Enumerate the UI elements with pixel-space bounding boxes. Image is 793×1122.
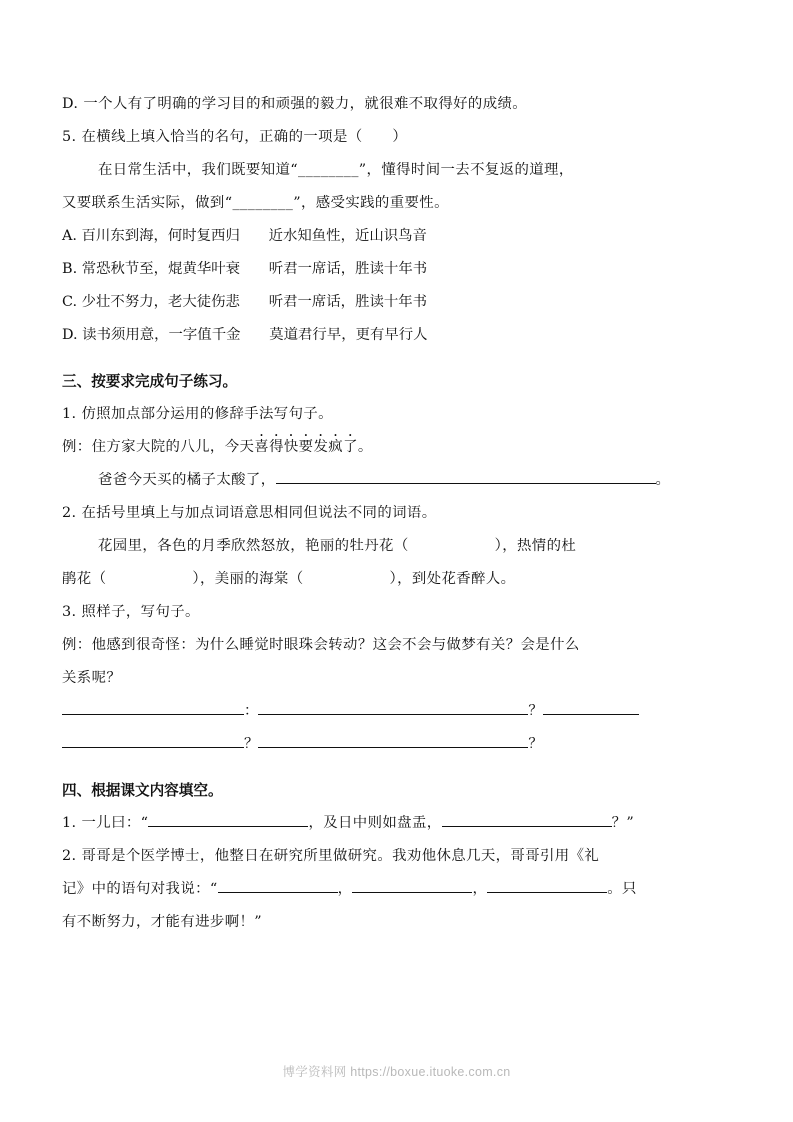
question-5-option-d[interactable]: D. 读书须用意，一字值千金 莫道君行早，更有早行人 [62,327,428,343]
section-3-question-1: 1. 仿照加点部分运用的修辞手法写句子。 [62,406,333,422]
question-5-option-a[interactable]: A. 百川东到海，何时复西归 近水知鱼性，近山识鸟音 [62,228,427,244]
previous-option-d: D. 一个人有了明确的学习目的和顽强的毅力，就很难不取得好的成绩。 [62,96,528,112]
q2-line1-part-b: ），热情的杜 [494,538,577,554]
s4q1-blank-1[interactable] [148,811,308,827]
watermark: 博学资料网 https://boxue.ituoke.com.cn [282,1065,511,1079]
answer-prefix: 爸爸今天买的橘子太酸了， [98,472,276,488]
q2-line2-part-b: ），美丽的海棠（ [192,571,304,587]
q2-line2-part-c: ），到处花香醉人。 [389,571,516,587]
s4q2-part-c: ， [472,881,488,897]
q3-blank-3[interactable] [543,699,639,715]
section-3-question-2-text-line-2 [62,563,731,596]
section-3-question-2-text-line-1 [62,530,731,563]
answer-blank[interactable] [276,468,656,484]
section-4-question-1 [62,807,731,840]
section-3-question-3-answer-line-1: ： ？ [62,695,731,728]
section-4-question-2-line-3: 有不断努力，才能有进步啊！” [62,914,263,930]
s4q2-blank-1[interactable] [218,877,338,893]
section-3-question-3-answer-line-2: ？ ？ [62,728,731,761]
question-5-option-b[interactable]: B. 常恐秋节至，焜黄华叶衰 听君一席话，胜读十年书 [62,261,428,277]
section-3-question-1-answer [62,464,731,497]
q3-blank-1[interactable] [62,699,244,715]
section-3-question-3: 3. 照样子，写句子。 [62,604,200,620]
s4q2-part-d: 。只 [607,881,637,897]
q3-blank-2[interactable] [258,699,528,715]
question-5-option-c[interactable]: C. 少壮不努力，老大徒伤悲 听君一席话，胜读十年书 [62,294,428,310]
s4q1-blank-2[interactable] [442,811,612,827]
example-dotted-phrase: 喜得快要发疯了 [254,439,358,455]
s4q2-part-b: ， [337,881,353,897]
s4q1-part-a: 1. 一儿曰：“ [62,815,149,831]
section-3-heading: 三、按要求完成句子练习。 [62,373,238,390]
question-5-passage-line-2: 又要联系生活实际，做到“________”，感受实践的重要性。 [62,195,449,211]
q2-line1-part-a: 花园里，各色的月季欣然怒放，艳丽的牡丹花（ [98,538,409,554]
q3-blank-5[interactable] [258,732,528,748]
s4q1-part-c: ？” [611,815,635,831]
section-3-question-3-example-line-1: 例：他感到很奇怪：为什么睡觉时眼珠会转动？这会不会与做梦有关？会是什么 [62,637,580,653]
s4q2-part-a: 记》中的语句对我说：“ [62,881,218,897]
section-4-question-2-line-1: 2. 哥哥是个医学博士，他整日在研究所里做研究。我劝他休息几天，哥哥引用《礼 [62,848,600,864]
section-4-heading: 四、根据课文内容填空。 [62,782,223,799]
s4q1-part-b: ，及日中则如盘盂， [308,815,442,831]
question-5-passage-line-1: 在日常生活中，我们既要知道“________”，懂得时间一去不复返的道理， [98,162,574,178]
question-5-stem: 5. 在横线上填入恰当的名句，正确的一项是（ ） [62,129,408,145]
section-3-question-2: 2. 在括号里填上与加点词语意思相同但说法不同的词语。 [62,505,437,521]
s4q2-blank-2[interactable] [352,877,472,893]
section-4-question-2-line-2 [62,873,731,906]
section-3-question-1-example [62,431,731,464]
section-3-question-3-example-line-2: 关系呢？ [62,670,122,686]
s4q2-blank-3[interactable] [487,877,607,893]
example-prefix: 例：住方家大院的八儿，今天 [62,439,255,455]
example-suffix: 。 [357,439,373,455]
answer-suffix: 。 [655,472,671,488]
q2-line2-part-a: 鹃花（ [62,571,107,587]
q3-blank-4[interactable] [62,732,244,748]
